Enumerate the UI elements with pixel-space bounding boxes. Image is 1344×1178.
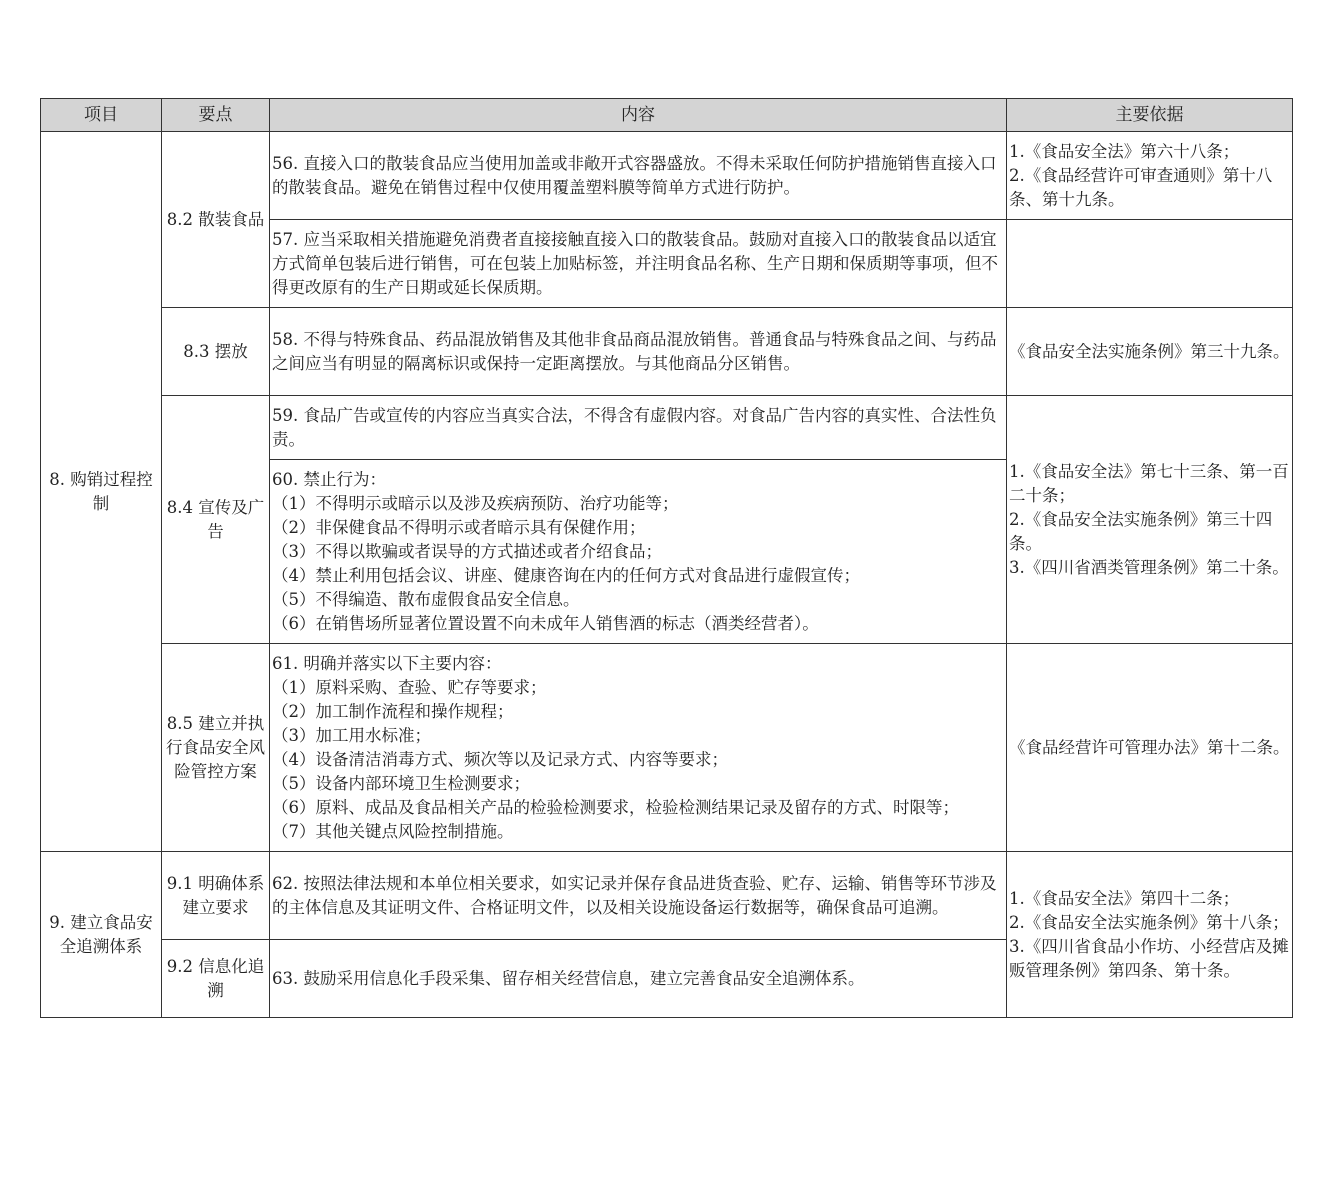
content-line: （2）加工制作流程和操作规程； bbox=[272, 701, 514, 721]
header-item: 项目 bbox=[41, 99, 162, 132]
basis-line: 3.《四川省酒类管理条例》第二十条。 bbox=[1009, 557, 1289, 577]
point-cell-9-1: 9.1 明确体系建立要求 bbox=[162, 852, 270, 940]
point-cell-9-2: 9.2 信息化追溯 bbox=[162, 940, 270, 1018]
content-line: 60. 禁止行为： bbox=[272, 469, 386, 489]
content-line: （4）禁止利用包括会议、讲座、健康咨询在内的任何方式对食品进行虚假宣传； bbox=[272, 565, 860, 585]
content-cell-57: 57. 应当采取相关措施避免消费者直接接触直接入口的散装食品。鼓励对直接入口的散装食品以适宜方式简单包装后进行销售，可在包装上加贴标签，并注明食品名称、生产日期和保质期等事项，但不得更改原有的生产日期或延长保质期。 bbox=[270, 220, 1007, 308]
content-line: （3）不得以欺骗或者误导的方式描述或者介绍食品； bbox=[272, 541, 662, 561]
header-point: 要点 bbox=[162, 99, 270, 132]
regulation-table bbox=[40, 98, 1293, 1018]
table-row bbox=[41, 132, 1293, 220]
content-line: （4）设备清洁消毒方式、频次等以及记录方式、内容等要求； bbox=[272, 749, 728, 769]
header-basis: 主要依据 bbox=[1007, 99, 1293, 132]
basis-cell-61: 《食品经营许可管理办法》第十二条。 bbox=[1007, 644, 1293, 852]
table-row bbox=[41, 396, 1293, 460]
content-line: （2）非保健食品不得明示或者暗示具有保健作用； bbox=[272, 517, 646, 537]
basis-line: 1.《食品安全法》第四十二条； bbox=[1009, 888, 1240, 908]
content-cell-58: 58. 不得与特殊食品、药品混放销售及其他非食品商品混放销售。普通食品与特殊食品之间、与药品之间应当有明显的隔离标识或保持一定距离摆放。与其他商品分区销售。 bbox=[270, 308, 1007, 396]
basis-cell-56 bbox=[1007, 132, 1293, 220]
content-cell-60 bbox=[270, 460, 1007, 644]
point-cell-8-2: 8.2 散装食品 bbox=[162, 132, 270, 308]
table-row bbox=[41, 852, 1293, 940]
item-cell-8: 8. 购销过程控制 bbox=[41, 132, 162, 852]
point-cell-8-5: 8.5 建立并执行食品安全风险管控方案 bbox=[162, 644, 270, 852]
basis-cell-62 bbox=[1007, 852, 1293, 1018]
content-line: （5）不得编造、散布虚假食品安全信息。 bbox=[272, 589, 580, 609]
content-cell-56: 56. 直接入口的散装食品应当使用加盖或非敞开式容器盛放。不得未采取任何防护措施销售直接入口的散装食品。避免在销售过程中仅使用覆盖塑料膜等简单方式进行防护。 bbox=[270, 132, 1007, 220]
content-line: （6）原料、成品及食品相关产品的检验检测要求，检验检测结果记录及留存的方式、时限等； bbox=[272, 797, 959, 817]
content-line: （6）在销售场所显著位置设置不向未成年人销售酒的标志（酒类经营者）。 bbox=[272, 613, 819, 633]
content-line: （1）不得明示或暗示以及涉及疾病预防、治疗功能等； bbox=[272, 493, 679, 513]
basis-line: 2.《食品经营许可审查通则》第十八条、第十九条。 bbox=[1009, 165, 1273, 209]
content-cell-62: 62. 按照法律法规和本单位相关要求，如实记录并保存食品进货查验、贮存、运输、销售等环节涉及的主体信息及其证明文件、合格证明文件，以及相关设施设备运行数据等，确保食品可追溯。 bbox=[270, 852, 1007, 940]
content-cell-63: 63. 鼓励采用信息化手段采集、留存相关经营信息，建立完善食品安全追溯体系。 bbox=[270, 940, 1007, 1018]
header-content: 内容 bbox=[270, 99, 1007, 132]
point-cell-8-3: 8.3 摆放 bbox=[162, 308, 270, 396]
basis-line: 1.《食品安全法》第六十八条； bbox=[1009, 141, 1240, 161]
basis-line: 2.《食品安全法实施条例》第三十四条。 bbox=[1009, 509, 1273, 553]
basis-line: 3.《四川省食品小作坊、小经营店及摊贩管理条例》第四条、第十条。 bbox=[1009, 936, 1289, 980]
point-cell-8-4: 8.4 宣传及广告 bbox=[162, 396, 270, 644]
item-cell-9: 9. 建立食品安全追溯体系 bbox=[41, 852, 162, 1018]
content-line: （7）其他关键点风险控制措施。 bbox=[272, 821, 514, 841]
content-line: （1）原料采购、查验、贮存等要求； bbox=[272, 677, 547, 697]
basis-cell-59 bbox=[1007, 396, 1293, 644]
basis-cell-58: 《食品安全法实施条例》第三十九条。 bbox=[1007, 308, 1293, 396]
content-line: （5）设备内部环境卫生检测要求； bbox=[272, 773, 530, 793]
table-row bbox=[41, 308, 1293, 396]
table-header-row bbox=[41, 99, 1293, 132]
content-cell-61 bbox=[270, 644, 1007, 852]
basis-cell-57-empty bbox=[1007, 220, 1293, 308]
basis-line: 1.《食品安全法》第七十三条、第一百二十条； bbox=[1009, 461, 1289, 505]
content-line: （3）加工用水标准； bbox=[272, 725, 431, 745]
basis-line: 2.《食品安全法实施条例》第十八条； bbox=[1009, 912, 1289, 932]
content-line: 61. 明确并落实以下主要内容： bbox=[272, 653, 502, 673]
content-cell-59: 59. 食品广告或宣传的内容应当真实合法，不得含有虚假内容。对食品广告内容的真实性、合法性负责。 bbox=[270, 396, 1007, 460]
table-row bbox=[41, 644, 1293, 852]
